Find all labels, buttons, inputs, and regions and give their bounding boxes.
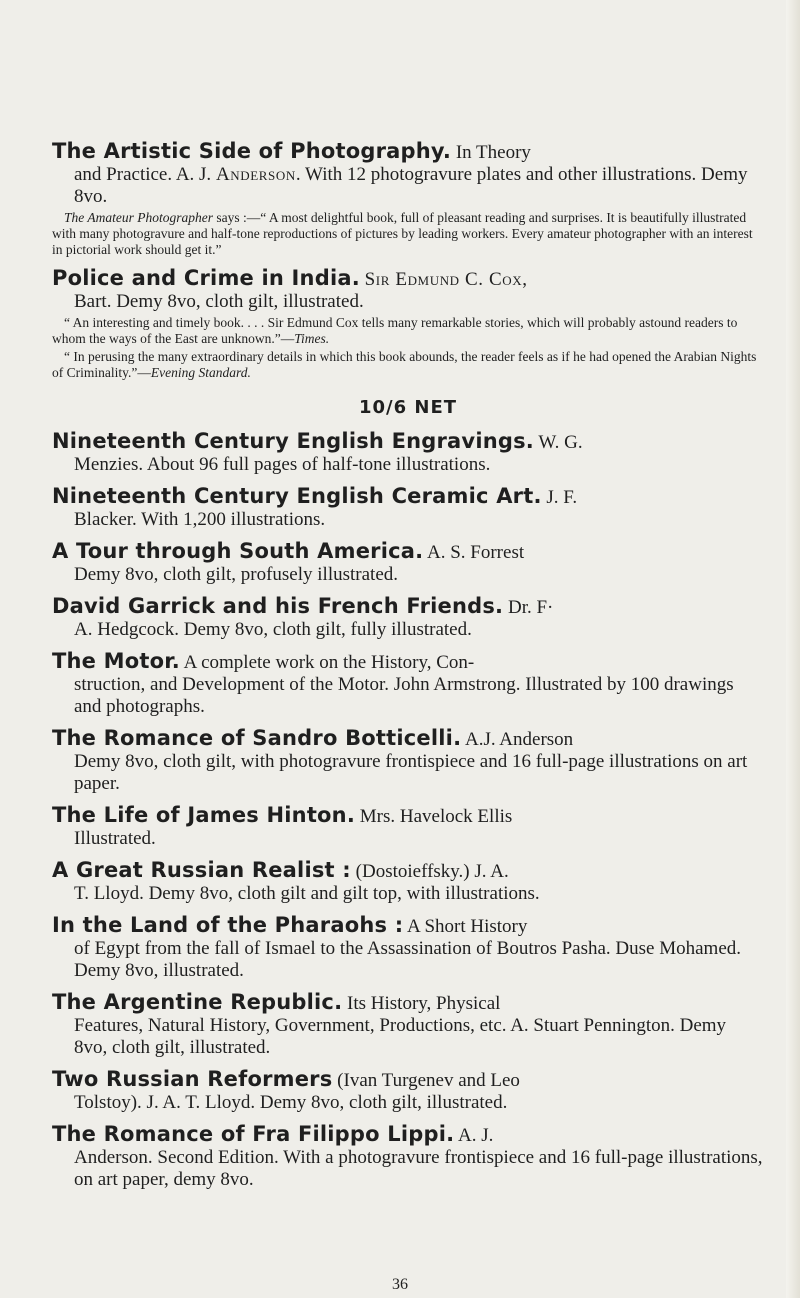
author-name: Dr. F· [507,597,554,618]
book-title: Two Russian Reformers [52,1067,333,1091]
book-entry [52,485,764,531]
detail-text: Tolstoy). J. A. T. Lloyd. Demy 8vo, cloth gilt, illustrated. [74,1092,508,1113]
detail-text: struction, and Development of the Motor. John Armstrong. Illustrated by 100 drawings and photographs. [74,674,734,717]
quote-text: “ In perusing the many extraordinary details in which this book abounds, the reader feels as if he had opened the Arabian Nights of Criminality.”— [52,349,757,380]
author-name: (Dostoieffsky.) J. A. [355,861,509,882]
detail-text: Features, Natural History, Government, Productions, etc. A. Stuart Pennington. Demy 8vo, cloth gilt, illustrated. [74,1015,727,1058]
book-title: The Romance of Sandro Botticelli. [52,726,462,750]
book-entry [52,727,764,795]
detail-text: Blacker. With 1,200 illustrations. [74,509,326,530]
book-title: The Artistic Side of Photography. [52,139,452,163]
review-quote [52,349,764,381]
entry-police-crime-india [52,267,764,381]
author-name: J. F. [546,487,578,508]
book-title: Nineteenth Century English Ceramic Art. [52,484,542,508]
author-name: (Ivan Turgenev and Leo [337,1070,520,1091]
book-entry [52,595,764,641]
book-title: The Argentine Republic. [52,990,343,1014]
author-name: Sir Edmund C. Cox, [364,269,528,290]
detail-text: Demy 8vo, cloth gilt, with photogravure frontispiece and 16 full-page illustrations on art paper. [74,751,748,794]
quote-text: “ An interesting and timely book. . . . Sir Edmund Cox tells many remarkable stories, which will probably astound readers to whom the ways of the East are unknown.”— [52,315,738,346]
book-entry [52,914,764,982]
author-name: A. J. [458,1125,494,1146]
detail-text: Anderson. Second Edition. With a photogravure frontispiece and 16 full-page illustrations, on art paper, demy 8vo. [74,1147,763,1190]
author-name: Mrs. Havelock Ellis [359,806,513,827]
page-number: 36 [392,1276,408,1293]
book-title: A Great Russian Realist : [52,858,351,882]
detail-text: of Egypt from the fall of Ismael to the Assassination of Boutros Pasha. Duse Mohamed. Demy 8vo, illustrated. [74,938,742,981]
book-entry [52,1123,764,1191]
book-entry [52,991,764,1059]
author-name: A.J. Anderson [464,729,574,750]
detail-text: other illustrations. Demy 8vo. [74,164,748,207]
catalogue-page [52,140,764,1200]
book-entry [52,650,764,718]
detail-text: Demy 8vo, cloth gilt, profusely illustrated. [74,564,399,585]
book-title: A Tour through South America. [52,539,424,563]
quote-source: Evening Standard. [150,365,251,380]
detail-text: T. Lloyd. Demy 8vo, cloth gilt and gilt top, with illustrations. [74,883,540,904]
quote-source: The Amateur Photographer [64,210,213,225]
review-quote [52,315,764,347]
detail-text: . With 12 photogravure plates and [295,164,554,185]
book-title: Nineteenth Century English Engravings. [52,429,534,453]
price-heading: 10/6 NET [358,397,458,418]
quote-text: says :—“ A most delightful book, full of pleasant reading and surprises. It is beautifully illustrated with many photogravure and half-tone reproductions of pictures by leading workers. Every amateur photographer with an interest in pictorial work should get it.” [52,210,753,257]
page-edge [786,0,800,1298]
book-entry [52,540,764,586]
author-name: A. S. Forrest [427,542,525,563]
author-name: A complete work on the History, Con- [183,652,475,673]
book-list [52,430,764,1191]
detail-text: A. Hedgcock. Demy 8vo, cloth gilt, fully illustrated. [74,619,472,640]
author-name: Its History, Physical [347,993,501,1014]
detail-text: and Practice. A. J. [74,164,216,185]
review-quote [52,210,764,258]
entry-artistic-photography [52,140,764,258]
book-entry [52,859,764,905]
book-entry [52,1068,764,1114]
book-title: The Life of James Hinton. [52,803,356,827]
detail-text: Menzies. About 96 full pages of half-tone illustrations. [74,454,491,475]
book-title: In the Land of the Pharaohs : [52,913,404,937]
author-name: A Short History [407,916,528,937]
author-name: W. G. [538,432,583,453]
book-title: David Garrick and his French Friends. [52,594,504,618]
title-continuation: In Theory [451,142,531,163]
book-entry [52,430,764,476]
book-title: The Motor. [52,649,180,673]
book-title: Police and Crime in India. [52,266,360,290]
book-entry [52,804,764,850]
book-title: The Romance of Fra Filippo Lippi. [52,1122,455,1146]
detail-text: Illustrated. [74,828,156,849]
quote-source: Times. [294,331,330,346]
author-name: Anderson [215,164,296,185]
detail-text: Bart. Demy 8vo, cloth gilt, illustrated. [74,291,364,312]
